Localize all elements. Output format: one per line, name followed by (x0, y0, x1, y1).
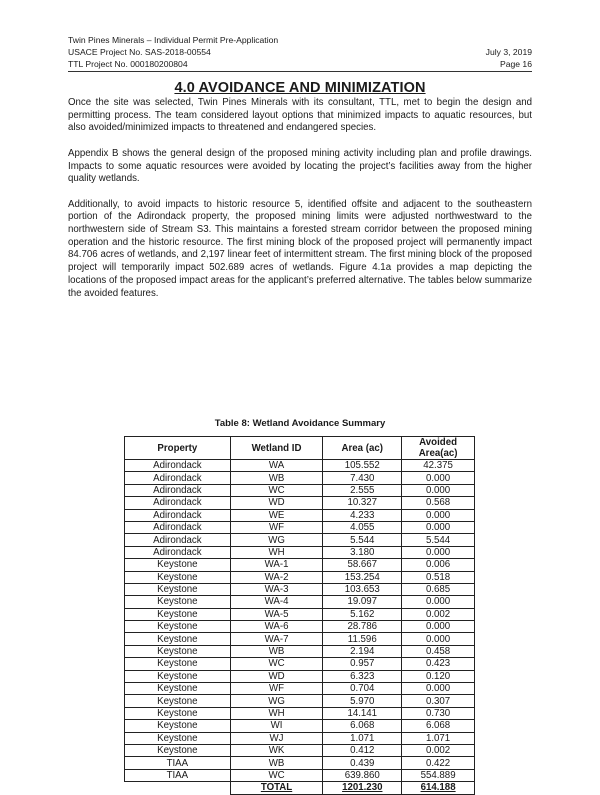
cell-avoided-area: 0.120 (402, 670, 475, 682)
cell-area: 4.055 (323, 521, 402, 533)
cell-property: Keystone (125, 744, 231, 756)
paragraph: Once the site was selected, Twin Pines Minerals with its consultant, TTL, met to begin the design and permitting process. The team considered layout options that minimized impacts to aquatic resources, but also avoided/minimized impacts to threatened and endangered species. (68, 97, 532, 134)
cell-area: 3.180 (323, 546, 402, 558)
table-row (125, 757, 475, 769)
cell-area: 7.430 (323, 472, 402, 484)
cell-property: Keystone (125, 683, 231, 695)
table-row (125, 744, 475, 756)
cell-property: Keystone (125, 720, 231, 732)
table-row (125, 521, 475, 533)
cell-wetland-id: WE (230, 509, 323, 521)
cell-area: 11.596 (323, 633, 402, 645)
cell-property: Keystone (125, 695, 231, 707)
table-total-row (125, 782, 475, 794)
cell-avoided-area: 0.002 (402, 608, 475, 620)
cell-area: 6.068 (323, 720, 402, 732)
cell-avoided-area: 1.071 (402, 732, 475, 744)
cell-avoided-area: 6.068 (402, 720, 475, 732)
table-row (125, 658, 475, 670)
header-usace-number: USACE Project No. SAS-2018-00554 (68, 47, 211, 57)
table-body (125, 460, 475, 782)
table-row (125, 645, 475, 657)
cell-property: Keystone (125, 707, 231, 719)
table-row (125, 460, 475, 472)
paragraph: Appendix B shows the general design of the proposed mining activity including plan and profile drawings. Impacts to some aquatic resources were avoided by locating the project’s facilities away from the higher quality wetlands. (68, 147, 532, 185)
cell-wetland-id: WI (230, 720, 323, 732)
cell-property: Keystone (125, 559, 231, 571)
cell-wetland-id: WA-6 (230, 621, 323, 633)
cell-wetland-id: WB (230, 645, 323, 657)
table-row (125, 633, 475, 645)
cell-area: 5.162 (323, 608, 402, 620)
cell-area: 103.653 (323, 583, 402, 595)
cell-wetland-id: WA (230, 460, 323, 472)
cell-property: Keystone (125, 645, 231, 657)
column-header-avoided-area: Avoided Area(ac) (402, 437, 475, 460)
cell-wetland-id: WG (230, 534, 323, 546)
section-title: 4.0 AVOIDANCE AND MINIMIZATION (174, 80, 426, 96)
cell-wetland-id: WK (230, 744, 323, 756)
table-row (125, 546, 475, 558)
cell-property: Keystone (125, 621, 231, 633)
cell-wetland-id: WA-4 (230, 596, 323, 608)
cell-property: Adirondack (125, 484, 231, 496)
cell-avoided-area: 42.375 (402, 460, 475, 472)
table-row (125, 695, 475, 707)
cell-avoided-area: 0.458 (402, 645, 475, 657)
table-row (125, 683, 475, 695)
cell-avoided-area: 0.000 (402, 596, 475, 608)
cell-wetland-id: WB (230, 757, 323, 769)
cell-avoided-area: 0.000 (402, 521, 475, 533)
cell-avoided-area: 0.006 (402, 559, 475, 571)
cell-area: 4.233 (323, 509, 402, 521)
cell-avoided-area: 0.000 (402, 509, 475, 521)
cell-avoided-area: 0.000 (402, 472, 475, 484)
cell-wetland-id: WD (230, 670, 323, 682)
cell-wetland-id: WA-3 (230, 583, 323, 595)
cell-wetland-id: WA-1 (230, 559, 323, 571)
table-row (125, 509, 475, 521)
cell-avoided-area: 0.002 (402, 744, 475, 756)
header-date: July 3, 2019 (485, 47, 532, 57)
cell-area: 58.667 (323, 559, 402, 571)
cell-wetland-id: WJ (230, 732, 323, 744)
cell-wetland-id: WA-2 (230, 571, 323, 583)
cell-property: Keystone (125, 596, 231, 608)
cell-wetland-id: WC (230, 484, 323, 496)
header-page-number: Page 16 (499, 59, 532, 69)
paragraph: Additionally, to avoid impacts to historic resource 5, identified offsite and adjacent to the southeastern portion of the Adirondack property, the proposed mining limits were adjusted northwestward to the northwestern side of Stream S3. This maintains a forested stream corridor between the proposed mining operation and the historic resource. The first mining block of the proposed project will permanently impact 84.706 acres of wetlands, and 2,197 linear feet of intermittent stream. The first mining block of the proposed project will temporarily impact 502.689 acres of wetlands. Figure 4.1a provides a map depicting the locations of the proposed impact areas for the applicant’s preferred alternative. The tables below summarize the avoided features. (68, 198, 532, 299)
column-header-area: Area (ac) (323, 437, 402, 460)
table-row (125, 621, 475, 633)
cell-property: TIAA (125, 769, 231, 781)
cell-property: Keystone (125, 732, 231, 744)
cell-property: Keystone (125, 658, 231, 670)
cell-area: 2.555 (323, 484, 402, 496)
cell-area: 10.327 (323, 497, 402, 509)
table-row (125, 732, 475, 744)
cell-area: 639.860 (323, 769, 402, 781)
cell-area: 14.141 (323, 707, 402, 719)
table-row (125, 670, 475, 682)
header-ttl-number: TTL Project No. 000180200804 (68, 59, 188, 69)
cell-property: Adirondack (125, 546, 231, 558)
cell-area: 28.786 (323, 621, 402, 633)
cell-avoided-area: 0.000 (402, 621, 475, 633)
cell-avoided-area: 0.730 (402, 707, 475, 719)
cell-avoided-area: 0.307 (402, 695, 475, 707)
cell-wetland-id: WC (230, 769, 323, 781)
cell-avoided-area: 0.423 (402, 658, 475, 670)
cell-wetland-id: WF (230, 683, 323, 695)
table-row (125, 608, 475, 620)
cell-property: Keystone (125, 571, 231, 583)
table-row (125, 707, 475, 719)
cell-wetland-id: WB (230, 472, 323, 484)
total-blank-cell (125, 782, 231, 794)
table-row (125, 720, 475, 732)
cell-avoided-area: 5.544 (402, 534, 475, 546)
cell-avoided-area: 0.568 (402, 497, 475, 509)
cell-property: TIAA (125, 757, 231, 769)
cell-wetland-id: WD (230, 497, 323, 509)
cell-area: 0.704 (323, 683, 402, 695)
cell-property: Keystone (125, 633, 231, 645)
table-row (125, 472, 475, 484)
column-header-property: Property (125, 437, 231, 460)
cell-property: Adirondack (125, 472, 231, 484)
cell-area: 0.957 (323, 658, 402, 670)
cell-wetland-id: WH (230, 707, 323, 719)
cell-area: 0.412 (323, 744, 402, 756)
cell-wetland-id: WC (230, 658, 323, 670)
table-row (125, 534, 475, 546)
cell-property: Adirondack (125, 497, 231, 509)
cell-wetland-id: WA-5 (230, 608, 323, 620)
cell-wetland-id: WA-7 (230, 633, 323, 645)
cell-avoided-area: 0.685 (402, 583, 475, 595)
column-header-wetland-id: Wetland ID (230, 437, 323, 460)
cell-property: Keystone (125, 608, 231, 620)
cell-wetland-id: WG (230, 695, 323, 707)
cell-avoided-area: 0.000 (402, 683, 475, 695)
header-project-title: Twin Pines Minerals – Individual Permit Pre-Application (68, 35, 279, 45)
wetland-avoidance-table (124, 436, 475, 795)
table-row (125, 769, 475, 781)
cell-property: Adirondack (125, 509, 231, 521)
table-row (125, 596, 475, 608)
cell-area: 105.552 (323, 460, 402, 472)
cell-avoided-area: 0.518 (402, 571, 475, 583)
total-label: TOTAL (230, 782, 323, 794)
cell-area: 153.254 (323, 571, 402, 583)
cell-property: Adirondack (125, 521, 231, 533)
table-caption: Table 8: Wetland Avoidance Summary (214, 418, 386, 429)
total-area: 1201.230 (323, 782, 402, 794)
cell-area: 1.071 (323, 732, 402, 744)
cell-area: 19.097 (323, 596, 402, 608)
cell-avoided-area: 0.000 (402, 484, 475, 496)
table-row (125, 559, 475, 571)
cell-property: Keystone (125, 583, 231, 595)
cell-area: 5.970 (323, 695, 402, 707)
table-row (125, 583, 475, 595)
cell-area: 2.194 (323, 645, 402, 657)
header-divider (68, 71, 532, 72)
cell-avoided-area: 0.000 (402, 633, 475, 645)
table-row (125, 497, 475, 509)
cell-area: 5.544 (323, 534, 402, 546)
section-body (68, 97, 532, 313)
cell-wetland-id: WF (230, 521, 323, 533)
cell-property: Adirondack (125, 534, 231, 546)
cell-avoided-area: 0.422 (402, 757, 475, 769)
cell-avoided-area: 0.000 (402, 546, 475, 558)
cell-property: Keystone (125, 670, 231, 682)
table-row (125, 571, 475, 583)
table-header-row (125, 437, 475, 460)
cell-wetland-id: WH (230, 546, 323, 558)
total-avoided-area: 614.188 (402, 782, 475, 794)
cell-area: 0.439 (323, 757, 402, 769)
cell-property: Adirondack (125, 460, 231, 472)
page-header (68, 34, 532, 70)
cell-avoided-area: 554.889 (402, 769, 475, 781)
cell-area: 6.323 (323, 670, 402, 682)
table-row (125, 484, 475, 496)
